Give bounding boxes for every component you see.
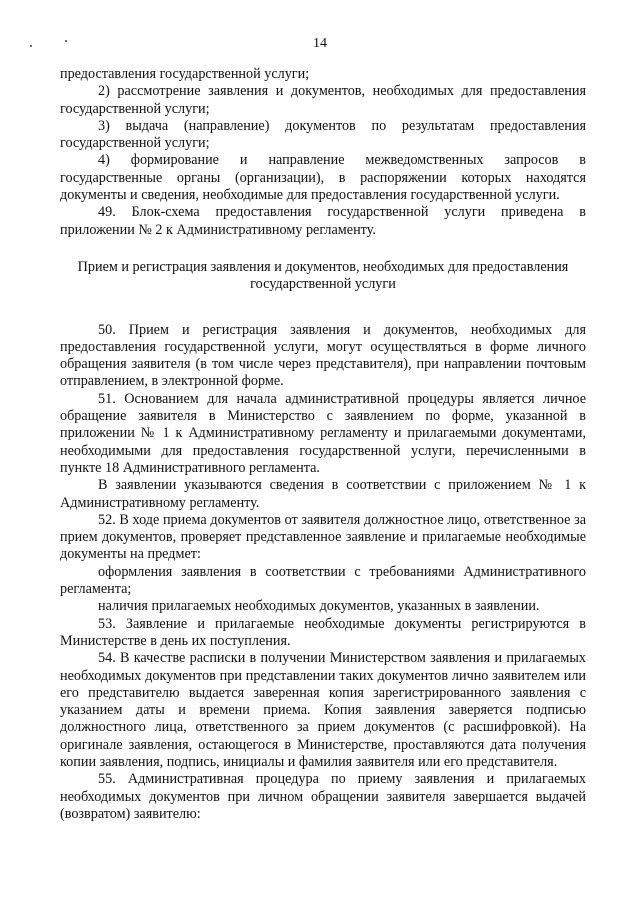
paragraph-51-note: В заявлении указываются сведения в соответствии с приложением № 1 к Административному регламенту. xyxy=(60,477,586,511)
paragraph-continuation: предоставления государственной услуги; xyxy=(60,66,310,82)
paragraph-52-item-2: наличия прилагаемых необходимых документов, указанных в заявлении. xyxy=(98,598,540,615)
paragraph-52-item-1: оформления заявления в соответствии с требованиями Административного регламента; xyxy=(60,563,586,598)
paragraph-51: 51. Основанием для начала административной процедуры является личное обращение заявителя в Министерство с заявлением по форме, указанной в приложении № 1 к Административному регламенту и прилагаемыми документами, необходимыми для предоставления государственной услуги, перечисленными в пункте 18 Административного регламента. xyxy=(60,390,586,476)
list-item-2: 2) рассмотрение заявления и документов, необходимых для предоставления государственной услуги; xyxy=(60,83,586,117)
list-item-3: 3) выдача (направление) документов по результатам предоставления государственной услуги; xyxy=(60,117,586,152)
paragraph-50: 50. Прием и регистрация заявления и документов, необходимых для предоставления государственной услуги, могут осуществляться в форме личного обращения заявителя (в том числе через представителя), при направлении почтовым отправлением, в электронной форме. xyxy=(60,321,586,390)
paragraph-53: 53. Заявление и прилагаемые необходимые документы регистрируются в Министерстве в день их поступления. xyxy=(60,615,586,649)
document-body xyxy=(60,66,586,823)
paragraph-54: 54. В качестве расписки в получении Министерством заявления и прилагаемых необходимых документов при представлении таких документов лично заявителем или его представителю выдается заверенная копия зарегистрированного заявления с указанием даты и времени приема. Копия заявления заверяется подписью должностного лица, ответственного за прием документов (с расшифровкой). На оригинале заявления, остающегося в Министерстве, проставляются дата получения копии заявления, подпись, инициалы и фамилия заявителя или его представителя. xyxy=(60,650,586,770)
section-heading: Прием и регистрация заявления и документов, необходимых для предоставления государственной услуги xyxy=(77,258,569,293)
page-number: 14 xyxy=(313,36,327,51)
paragraph-52: 52. В ходе приема документов от заявителя должностное лицо, ответственное за прием документов, проверяет представленное заявление и прилагаемые необходимые документы на предмет: xyxy=(60,511,586,563)
list-item-4: 4) формирование и направление межведомственных запросов в государственные органы (организации), в распоряжении которых находятся документы и сведения, необходимые для предоставления государственной услуги. xyxy=(60,152,586,204)
paragraph-49: 49. Блок-схема предоставления государственной услуги приведена в приложении № 2 к Административному регламенту. xyxy=(60,204,586,238)
paragraph-55: 55. Административная процедура по приему заявления и прилагаемых необходимых документов при личном обращении заявителя завершается выдачей (возвратом) заявителю: xyxy=(60,771,586,822)
